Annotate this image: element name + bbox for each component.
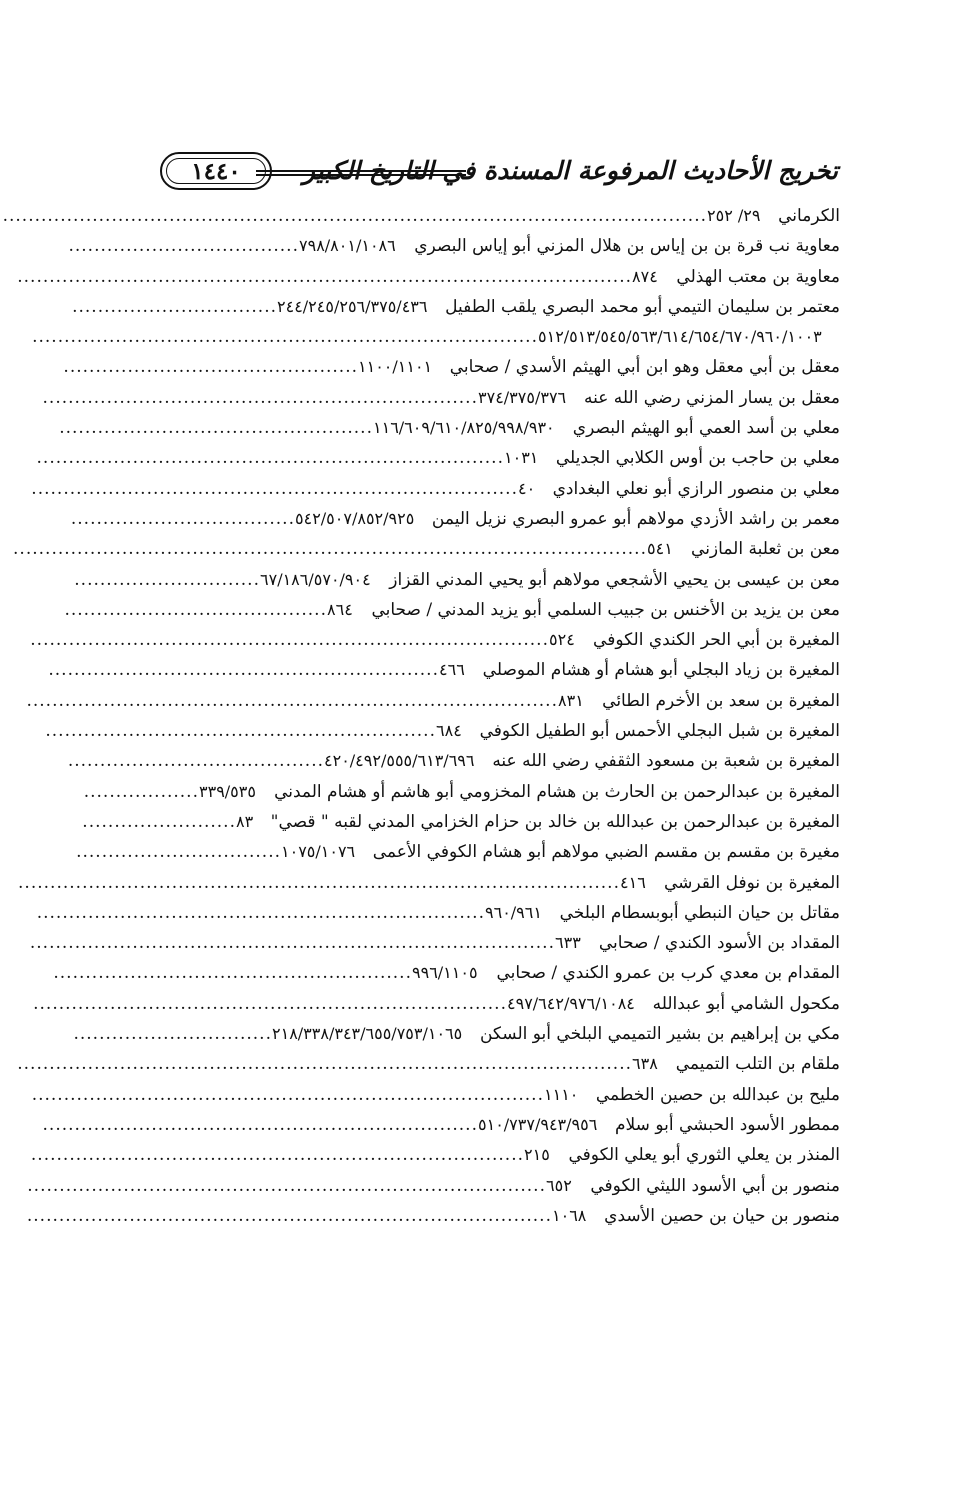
page-header: [96, 150, 838, 194]
hadith-numbers: ٨٣١: [558, 690, 584, 710]
leader-dots: ..........................................................................: [33, 993, 507, 1014]
index-entry: [72, 292, 840, 322]
index-entry: [42, 383, 840, 413]
index-entry: [53, 958, 840, 988]
index-entry: [83, 777, 840, 807]
reference-numbers: [63, 352, 433, 382]
index-entry: [82, 807, 840, 837]
hadith-numbers: ٢٩/ ٢٥٢: [707, 206, 761, 225]
narrator-name: المغيرة بن عبدالرحمن بن عبدالله بن خالد بن حزام الخزامي المدني لقبه " قصي": [270, 811, 840, 832]
narrator-name: ممطور الأسود الحبشي أبو سلام: [615, 1114, 840, 1135]
narrator-name: معلي بن حاجب بن أوس الكلابي الجديلي: [555, 448, 840, 469]
leader-dots: .................................................................................: [30, 630, 549, 651]
page-number-badge: [160, 152, 272, 190]
index-entry: [30, 1140, 840, 1170]
index-entry: [42, 1110, 840, 1140]
narrator-name: المغيرة بن شعبة بن مسعود الثقفي رضي الله عنه: [492, 751, 840, 772]
hadith-numbers: ٦٥٢: [546, 1175, 572, 1195]
hadith-numbers: ٢٤٤/٢٤٥/٢٥٦/٣٧٥/٤٣٦: [277, 296, 428, 316]
index-entry: [68, 231, 840, 261]
leader-dots: ........................: [82, 811, 236, 832]
leader-dots: ...................................................................................: [26, 690, 558, 711]
running-title: تخريج الأحاديث المرفوعة المسندة في التاريخ الكبير: [302, 156, 838, 185]
index-entry: [76, 837, 840, 867]
leader-dots: ..................................................................................: [26, 1205, 552, 1226]
reference-numbers: [26, 686, 584, 716]
leader-dots: ...................................: [70, 508, 295, 529]
leader-dots: ..............................................................................................................: [2, 206, 707, 226]
narrator-name: معلي بن أسد العمي أبو الهيثم البصري: [572, 418, 840, 439]
reference-numbers: [68, 231, 396, 261]
leader-dots: .............................................................................: [30, 1145, 524, 1166]
reference-numbers: [13, 534, 673, 564]
reference-numbers: [32, 322, 822, 352]
narrator-name: مكي بن إبراهيم بن بشير التميمي البلخي أبو السكن: [479, 1024, 840, 1045]
index-entry: [27, 1171, 840, 1201]
leader-dots: ..................................................................................: [29, 933, 555, 954]
index-entry: [36, 443, 840, 473]
hadith-numbers: ٦٧/١٨٦/٥٧٠/٩٠٤: [260, 569, 371, 589]
reference-numbers: [42, 383, 567, 413]
hadith-numbers: ٦٨٤: [436, 721, 462, 741]
index-entry: [33, 989, 840, 1019]
narrator-name: معمر بن راشد الأزدي مولاهم أبو عمرو البصري نزيل اليمن: [431, 508, 840, 529]
reference-numbers: [30, 625, 575, 655]
leader-dots: .........................................: [64, 599, 327, 620]
narrator-name: معلي بن منصور الرازي أبو نعلي البغدادي: [552, 478, 840, 499]
reference-numbers: [30, 1140, 550, 1170]
leader-dots: ...............................: [73, 1024, 272, 1045]
leader-dots: ............................................................................: [31, 478, 518, 499]
leader-dots: .........................................................................: [36, 448, 504, 469]
narrator-name: المغيرة بن سعد بن الأخرم الطائي: [602, 690, 840, 711]
reference-numbers: [67, 746, 475, 776]
reference-numbers: [36, 898, 542, 928]
leader-dots: ................................................................................................: [17, 266, 632, 287]
index-entry: [18, 868, 840, 898]
hadith-numbers: ٦٣٨: [632, 1054, 658, 1074]
reference-numbers: [82, 807, 254, 837]
reference-numbers: [74, 565, 371, 595]
index-entry: [17, 262, 840, 292]
leader-dots: .............................: [74, 569, 260, 590]
narrator-name: مكحول الشامي أبو عبدالله: [652, 993, 840, 1014]
hadith-numbers: ٢١٨/٣٣٨/٣٤٣/٦٥٥/٧٥٣/١٠٦٥: [272, 1024, 463, 1044]
index-entry: [64, 595, 840, 625]
narrator-name: المنذر بن يعلي الثوري أبو يعلي الكوفي: [568, 1145, 840, 1166]
reference-numbers: [83, 777, 256, 807]
leader-dots: ..............................................................................................: [18, 872, 620, 893]
reference-numbers: [27, 1171, 572, 1201]
narrator-name: مقاتل بن حيان النبطي أبوبسطام البلخي: [559, 902, 840, 923]
leader-dots: ........................................: [67, 751, 324, 772]
narrator-name: منصور بن أبي الأسود الليثي الكوفي: [590, 1175, 840, 1196]
leader-dots: ..............................................: [63, 357, 358, 378]
hadith-numbers: ١٠٣١: [504, 448, 539, 468]
hadith-numbers: ٥٢٤: [549, 630, 575, 650]
reference-numbers: [64, 595, 353, 625]
leader-dots: ........................................................: [53, 963, 412, 984]
narrator-name: معن بن يزيد بن الأخنس بن جبيب السلمي أبو يزيد المدني / صحابي: [371, 599, 840, 620]
hadith-numbers: ٥٤٢/٥٠٧/٨٥٢/٩٢٥: [295, 508, 415, 528]
hadith-numbers: ٢١٥: [524, 1145, 550, 1165]
narrator-name: ملقام بن التلب التميمي: [675, 1054, 840, 1075]
reference-numbers: [2, 201, 761, 231]
reference-numbers: [59, 413, 555, 443]
hadith-numbers: ٨٣: [236, 811, 254, 831]
hadith-numbers: ١١١٠: [544, 1084, 579, 1104]
index-entry: [30, 625, 840, 655]
index-entry: [32, 322, 840, 352]
reference-numbers: [18, 868, 646, 898]
reference-numbers: [29, 928, 581, 958]
index-entry: [31, 1080, 840, 1110]
narrator-name: المغيرة بن عبدالرحمن بن الحارث بن هشام المخزومي أبو هاشم أو هشام المدني: [274, 781, 840, 802]
reference-numbers: [73, 1019, 463, 1049]
hadith-numbers: ٩٦٠/٩٦١: [485, 902, 542, 922]
reference-numbers: [26, 1201, 587, 1231]
narrator-name: معن بن ثعلبة المازني: [691, 539, 840, 560]
reference-numbers: [33, 989, 635, 1019]
hadith-numbers: ٤٦٦: [439, 660, 465, 680]
index-entry: [31, 474, 840, 504]
leader-dots: .............................................................: [48, 660, 439, 681]
index-entry: [73, 1019, 840, 1049]
reference-numbers: [31, 474, 536, 504]
narrator-name: المغيرة بن أبي الحر الكندي الكوفي: [593, 630, 840, 651]
hadith-numbers: ٦٣٣: [555, 933, 581, 953]
index-entry: [13, 534, 840, 564]
narrator-name: المقداد بن الأسود الكندي / صحابي: [598, 933, 840, 954]
index-entry: [45, 716, 840, 746]
hadith-numbers: ٤٠: [518, 478, 536, 498]
narrator-name: منصور بن حيان بن حصين الأسدي: [604, 1205, 840, 1226]
reference-numbers: [48, 655, 465, 685]
index-entry: [26, 686, 840, 716]
index-entry: [29, 928, 840, 958]
index-entry: [59, 413, 840, 443]
narrator-name: معن بن عيسى بن يحيي الأشجعي مولاهم أبو يحيي المدني القزاز: [389, 569, 840, 590]
narrator-name: مغيرة بن مقسم بن مقسم الضبي مولاهم أبو هشام الكوفي الأعمى: [372, 842, 840, 863]
hadith-numbers: ١٠٦٨: [552, 1205, 587, 1225]
narrator-name: المغيرة بن نوفل القرشي: [663, 872, 840, 893]
leader-dots: ...................................................................................................: [13, 539, 647, 560]
index-entry: [17, 1049, 840, 1079]
hadith-numbers: ٨٦٤: [327, 599, 353, 619]
index-entry: [63, 352, 840, 382]
narrator-name: معاوية بن معتب الهذلي: [676, 266, 840, 287]
narrator-name: مليح بن عبدالله بن حصين الخطمي: [595, 1084, 840, 1105]
narrator-name: معقل بن يسار المزني رضي الله عنه: [583, 387, 840, 408]
narrator-name: معتمر بن سليمان التيمي أبو محمد البصري يلقب الطفيل: [445, 296, 840, 317]
leader-dots: ................................: [76, 842, 281, 863]
hadith-numbers: ٥٤١: [647, 539, 673, 559]
hadith-numbers: ٨٧٤: [632, 266, 658, 286]
hadith-numbers: ٤٢٠/٤٩٢/٥٥٥/٦١٣/٦٩٦: [324, 751, 475, 771]
index-entry: [36, 898, 840, 928]
hadith-numbers: ٥١٠/٧٣٧/٩٤٣/٩٥٦: [478, 1114, 598, 1134]
reference-numbers: [36, 443, 539, 473]
hadith-numbers: ٧٩٨/٨٠١/١٠٨٦: [299, 236, 396, 256]
reference-numbers: [53, 958, 478, 988]
leader-dots: ...............................................................................: [32, 327, 538, 348]
hadith-numbers: ٤١٦: [620, 872, 646, 892]
index-entry: [2, 201, 840, 231]
hadith-numbers: ٥١٢/٥١٣/٥٤٥/٥٦٣/٦١٤/٦٥٤/٦٧٠/٩٦٠/١٠٠٣: [538, 327, 822, 347]
leader-dots: ....................................: [68, 236, 299, 257]
narrator-index-list: [2, 201, 840, 1231]
narrator-name: الكرماني: [778, 206, 840, 226]
index-entry: [70, 504, 840, 534]
leader-dots: ..................: [83, 781, 199, 802]
leader-dots: ......................................................................: [36, 902, 485, 923]
hadith-numbers: ٣٣٩/٥٣٥: [199, 781, 256, 801]
hadith-numbers: ٩٩٦/١١٠٥: [412, 963, 478, 983]
header-double-rule: [256, 170, 466, 176]
reference-numbers: [72, 292, 428, 322]
page-number: ١٤٤٠: [191, 158, 241, 185]
narrator-name: المقدام بن معدي كرب بن عمرو الكندي / صحابي: [496, 963, 840, 984]
leader-dots: .................................................: [59, 418, 373, 439]
hadith-numbers: ٣٧٤/٣٧٥/٣٧٦: [478, 387, 567, 407]
reference-numbers: [42, 1110, 598, 1140]
reference-numbers: [45, 716, 462, 746]
index-entry: [67, 746, 840, 776]
leader-dots: ....................................................................: [42, 387, 478, 408]
hadith-numbers: ١١٦/٦٠٩/٦١٠/٨٢٥/٩٩٨/٩٣٠: [373, 418, 555, 438]
reference-numbers: [31, 1080, 579, 1110]
narrator-name: المغيرة بن زياد البجلي أبو هشام أو هشام الموصلي: [482, 660, 840, 681]
index-entry: [74, 565, 840, 595]
reference-numbers: [17, 1049, 658, 1079]
leader-dots: ................................: [72, 296, 277, 317]
leader-dots: ................................................................................: [31, 1084, 544, 1105]
index-entry: [26, 1201, 840, 1231]
reference-numbers: [76, 837, 356, 867]
leader-dots: .................................................................................: [27, 1175, 546, 1196]
index-entry: [48, 655, 840, 685]
reference-numbers: [70, 504, 415, 534]
reference-numbers: [17, 262, 658, 292]
narrator-name: معقل بن أبي معقل وهو ابن أبي الهيثم الأسدي / صحابي: [449, 357, 840, 378]
leader-dots: ................................................................................................: [17, 1054, 632, 1075]
hadith-numbers: ١١٠٠/١١٠١: [358, 357, 433, 377]
narrator-name: المغيرة بن شبل البجلي الأحمس أبو الطفيل الكوفي: [479, 721, 840, 742]
hadith-numbers: ٤٩٧/٦٤٢/٩٧٦/١٠٨٤: [507, 993, 635, 1013]
narrator-name: معاوية نب قرة بن بن إياس بن هلال المزني أبو إياس البصري: [414, 236, 840, 257]
leader-dots: ....................................................................: [42, 1114, 478, 1135]
leader-dots: .............................................................: [45, 721, 436, 742]
hadith-numbers: ١٠٧٥/١٠٧٦: [281, 842, 356, 862]
